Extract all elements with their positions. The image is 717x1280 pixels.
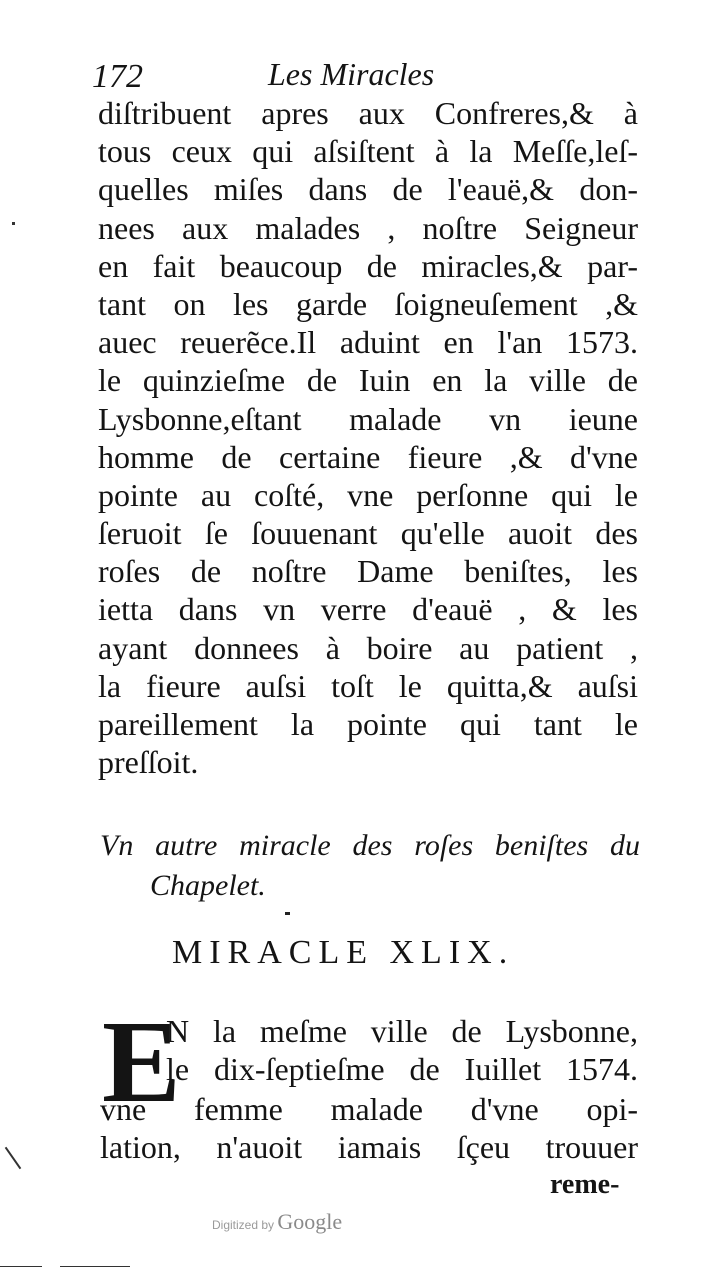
text-line: homme de certaine fieure ,& d'vne — [98, 438, 638, 475]
text-line: pointe au coſté, vne perſonne qui le — [98, 476, 638, 513]
digitized-brand: Google — [277, 1209, 343, 1234]
text-line: vne femme malade d'vne opi- — [100, 1091, 638, 1127]
text-line: roſes de noſtre Dame beniſtes, les — [98, 553, 638, 590]
subtitle-line-1: Vn autre miracle des roſes beniſtes du — [100, 829, 640, 862]
digitized-watermark — [212, 1209, 342, 1235]
text-line: nees aux malades , noſtre Seigneur — [98, 209, 638, 246]
text-line: tant on les garde ſoigneuſement ,& — [98, 285, 638, 322]
text-line: tous ceux qui aſsiſtent à la Meſſe,leſ- — [98, 133, 638, 170]
text-line: N la meſme ville de Lysbonne, — [166, 1013, 638, 1049]
scan-mark — [5, 1147, 22, 1169]
scan-edge — [0, 1266, 42, 1267]
text-line: la fieure auſsi toſt le quitta,& auſsi — [98, 667, 638, 704]
text-line: pareillement la pointe qui tant le — [98, 706, 638, 742]
paragraph-1 — [98, 94, 638, 781]
text-line: le dix-ſeptieſme de Iuillet 1574. — [166, 1051, 638, 1088]
text-line: ſeruoit ſe ſouuenant qu'elle auoit des — [98, 515, 638, 552]
text-line: quelles miſes dans de l'eauë,& don- — [98, 171, 638, 208]
text-line: lation, n'auoit iamais ſçeu trouuer — [100, 1129, 638, 1166]
running-head: Les Miracles — [268, 56, 435, 92]
scan-edge — [60, 1266, 130, 1267]
text-line: le quinzieſme de Iuin en la ville de — [98, 362, 638, 399]
catchword: reme- — [550, 1169, 620, 1200]
subtitle-line-2: Chapelet. — [150, 869, 266, 902]
text-line: auec reuerẽce.Il aduint en l'an 1573. — [98, 324, 638, 361]
text-line: ayant donnees à boire au patient , — [98, 629, 638, 666]
ornament-dot — [285, 912, 290, 915]
digitized-prefix: Digitized by — [212, 1218, 275, 1232]
drop-cap: E — [102, 996, 181, 1127]
miracle-title: MIRACLE XLIX. — [172, 934, 515, 971]
text-line: diſtribuent apres aux Confreres,& à — [98, 95, 638, 131]
text-line: preſſoit. — [98, 744, 199, 781]
text-line: ietta dans vn verre d'eauë , & les — [98, 591, 638, 628]
text-line: en fait beaucoup de miracles,& par- — [98, 247, 638, 284]
paragraph-2-body — [100, 1090, 638, 1166]
page-number: 172 — [92, 58, 143, 95]
scan-mark — [12, 222, 15, 225]
paragraph-2-indented — [166, 1012, 638, 1088]
text-line: Lysbonne,eſtant malade vn ieune — [98, 400, 638, 437]
